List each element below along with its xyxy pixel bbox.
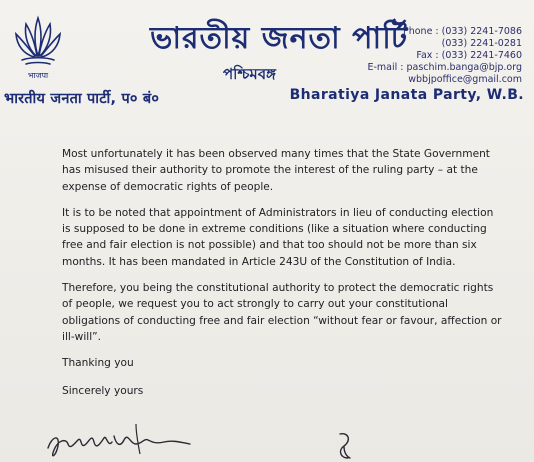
logo-caption: भाजपा xyxy=(27,71,49,80)
party-name-bengali: ভারতীয় জনতা পার্টি xyxy=(150,21,409,56)
contact-block xyxy=(302,26,522,86)
email-secondary: wbbjpoffice@gmail.com xyxy=(408,74,522,85)
letter-body xyxy=(62,146,502,410)
paragraph-2: It is to be noted that appointment of Administrators in lieu of conducting election is supposed to be done in extreme conditions (like a situation where conducting free and fair election is not possible) and that too should not be more than six months. It has been mandated in Article 243U of the Constitution of India. xyxy=(62,206,494,268)
party-name-hindi: भारतीय जनता पार्टी, प० बं० xyxy=(4,91,160,107)
state-name-bengali: পশ্চিমবঙ্গ xyxy=(223,65,276,83)
thanks-line: Thanking you xyxy=(62,357,134,370)
paragraph-3: Therefore, you being the constitutional authority to protect the democratic rights of people, we request you to act strongly to carry out your constitutional obligations of conducting free and fair election “without fear or favour, affection or ill-will”. xyxy=(62,282,502,343)
lotus-logo xyxy=(12,12,64,82)
closing-line: Sincerely yours xyxy=(62,384,144,397)
fax-number: Fax : (033) 2241-7460 xyxy=(416,50,522,61)
party-name-english: Bharatiya Janata Party, W.B. xyxy=(289,87,524,103)
phone-secondary: (033) 2241-0281 xyxy=(441,38,522,49)
phone-primary: Phone : (033) 2241-7086 xyxy=(402,26,522,37)
handwritten-initial xyxy=(330,428,360,462)
handwritten-signature xyxy=(40,414,210,462)
paragraph-1: Most unfortunately it has been observed many times that the State Government has misused their authority to promote the interest of the ruling party – at the expense of democratic rights of people. xyxy=(62,148,490,193)
email-primary: E-mail : paschim.banga@bjp.org xyxy=(367,62,522,73)
